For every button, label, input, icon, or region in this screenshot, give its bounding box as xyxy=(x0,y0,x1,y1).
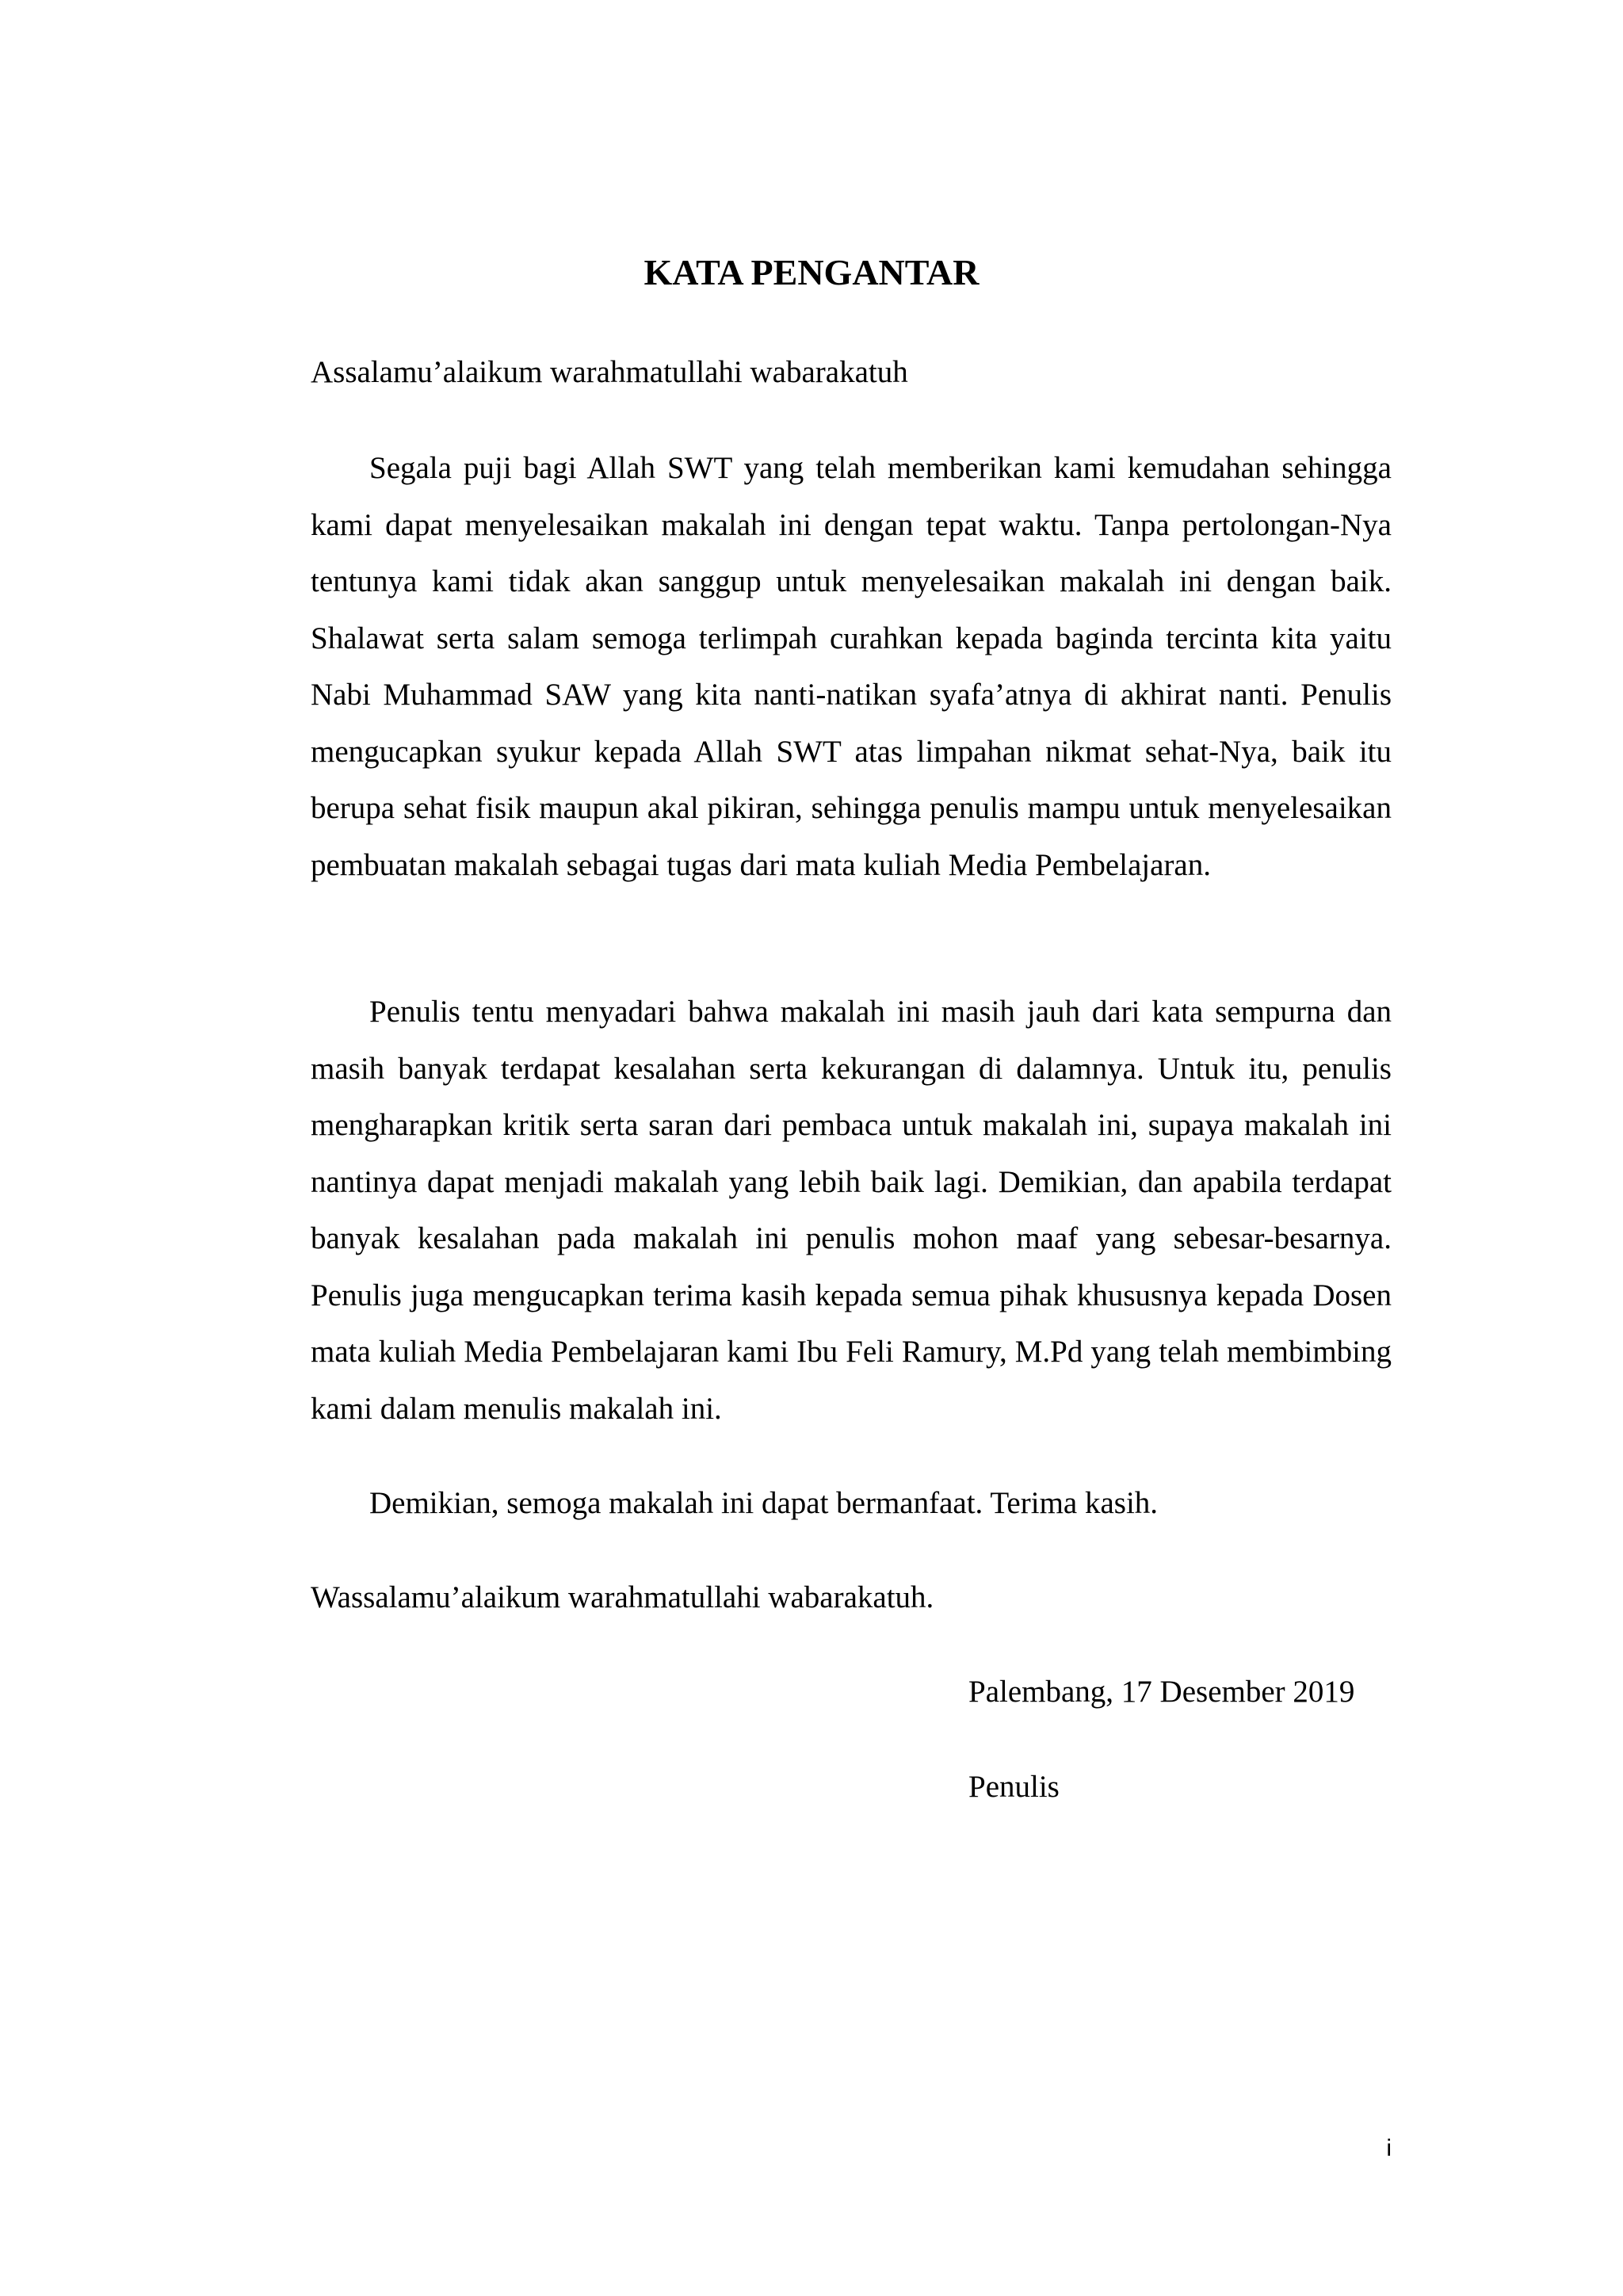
signatory: Penulis xyxy=(968,1770,1060,1804)
document-title: KATA PENGANTAR xyxy=(643,252,980,292)
closing-greeting: Wassalamu’alaikum warahmatullahi wabarakatuh. xyxy=(311,1580,934,1614)
paragraph-1: Segala puji bagi Allah SWT yang telah memberikan kami kemudahan sehingga kami dapat menyelesaikan makalah ini dengan tepat waktu. Tanpa pertolongan-Nya tentunya kami tidak akan sanggup untuk menyelesaikan makalah ini dengan baik. Shalawat serta salam semoga terlimpah curahkan kepada baginda tercinta kita yaitu Nabi Muhammad SAW yang kita nanti-natikan syafa’atnya di akhirat nanti. Penulis mengucapkan syukur kepada Allah SWT atas limpahan nikmat sehat-Nya, baik itu berupa sehat fisik maupun akal pikiran, sehingga penulis mampu untuk menyelesaikan pembuatan makalah sebagai tugas dari mata kuliah Media Pembelajaran. xyxy=(311,451,1392,882)
page-number: i xyxy=(1386,2135,1392,2161)
place-date: Palembang, 17 Desember 2019 xyxy=(968,1675,1355,1709)
opening-greeting: Assalamu’alaikum warahmatullahi wabarakatuh xyxy=(311,355,908,389)
paragraph-2: Penulis tentu menyadari bahwa makalah ini masih jauh dari kata sempurna dan masih banyak terdapat kesalahan serta kekurangan di dalamnya. Untuk itu, penulis mengharapkan kritik serta saran dari pembaca untuk makalah ini, supaya makalah ini nantinya dapat menjadi makalah yang lebih baik lagi. Demikian, dan apabila terdapat banyak kesalahan pada makalah ini penulis mohon maaf yang sebesar-besarnya. Penulis juga mengucapkan terima kasih kepada semua pihak khususnya kepada Dosen mata kuliah Media Pembelajaran kami Ibu Feli Ramury, M.Pd yang telah membimbing kami dalam menulis makalah ini. xyxy=(311,995,1392,1426)
closing-sentence: Demikian, semoga makalah ini dapat bermanfaat. Terima kasih. xyxy=(369,1486,1159,1520)
